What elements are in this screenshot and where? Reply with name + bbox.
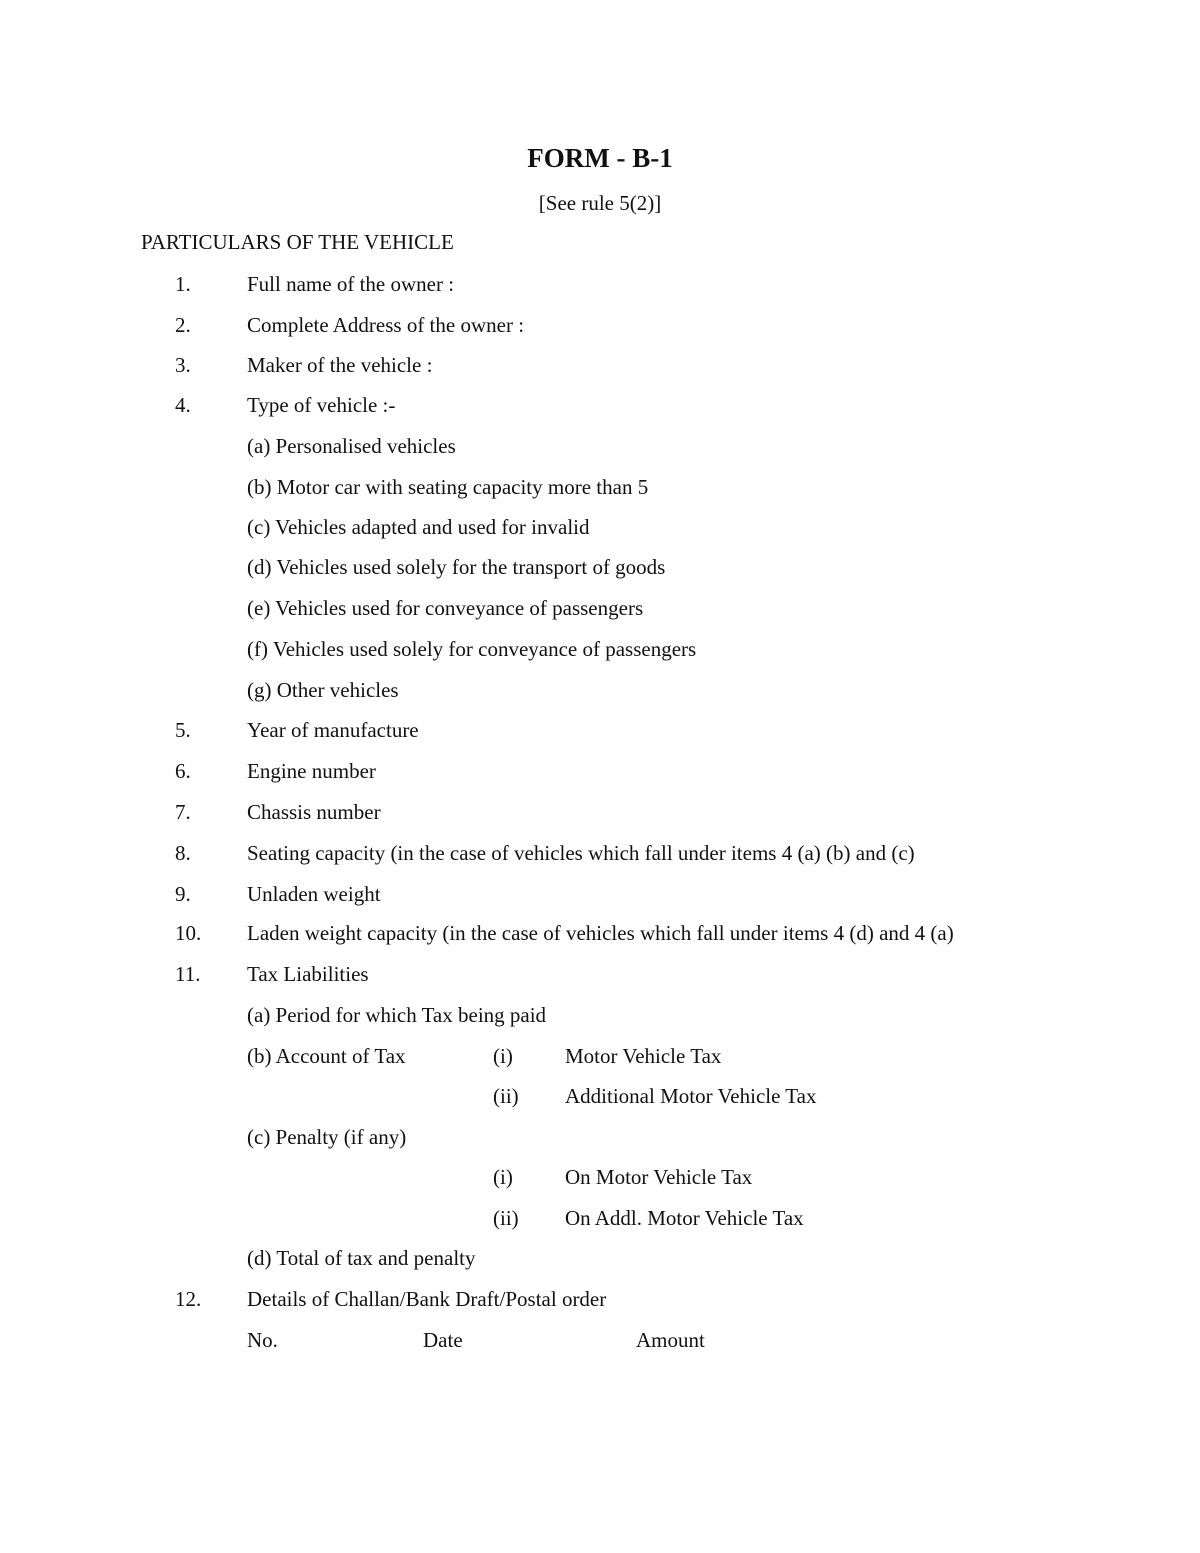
item-10 bbox=[0, 918, 1200, 948]
column-date-label: Date bbox=[423, 1328, 463, 1352]
sub-item-label: (e) Vehicles used for conveyance of passengers bbox=[247, 596, 644, 620]
item-12 bbox=[0, 1284, 1200, 1314]
roman-numeral: (ii) bbox=[493, 1084, 519, 1108]
item-label: Chassis number bbox=[247, 800, 381, 824]
item-11b-ii bbox=[0, 1081, 1200, 1111]
sub-item-label: (d) Total of tax and penalty bbox=[247, 1246, 476, 1270]
section-heading: PARTICULARS OF THE VEHICLE bbox=[141, 230, 454, 254]
form-title: FORM - B-1 bbox=[527, 143, 673, 173]
item-number: 7. bbox=[175, 800, 191, 824]
sub-item-label: (c) Penalty (if any) bbox=[247, 1125, 407, 1149]
item-11c-i bbox=[0, 1162, 1200, 1192]
item-number: 11. bbox=[175, 962, 201, 986]
item-label: Full name of the owner : bbox=[247, 272, 455, 296]
item-number: 10. bbox=[175, 921, 202, 945]
item-11c bbox=[0, 1122, 1200, 1152]
item-number: 5. bbox=[175, 718, 191, 742]
item-number: 2. bbox=[175, 313, 191, 337]
item-label: Type of vehicle :- bbox=[247, 393, 396, 417]
item-11a bbox=[0, 1000, 1200, 1030]
roman-numeral: (ii) bbox=[493, 1206, 519, 1230]
item-2 bbox=[0, 310, 1200, 340]
sub-sub-item-label: Motor Vehicle Tax bbox=[565, 1044, 722, 1068]
item-1 bbox=[0, 269, 1200, 299]
item-11d bbox=[0, 1243, 1200, 1273]
sub-item-label: (a) Personalised vehicles bbox=[247, 434, 456, 458]
roman-numeral: (i) bbox=[493, 1044, 513, 1068]
item-4b bbox=[0, 472, 1200, 502]
item-number: 6. bbox=[175, 759, 191, 783]
column-no-label: No. bbox=[247, 1328, 278, 1352]
sub-item-label: (c) Vehicles adapted and used for invalid bbox=[247, 515, 590, 539]
item-label: Tax Liabilities bbox=[247, 962, 369, 986]
item-7 bbox=[0, 797, 1200, 827]
sub-item-label: (a) Period for which Tax being paid bbox=[247, 1003, 547, 1027]
item-3 bbox=[0, 350, 1200, 380]
item-number: 4. bbox=[175, 393, 191, 417]
item-9 bbox=[0, 879, 1200, 909]
sub-item-label: (f) Vehicles used solely for conveyance of passengers bbox=[247, 637, 697, 661]
item-5 bbox=[0, 715, 1200, 745]
item-label: Year of manufacture bbox=[247, 718, 419, 742]
item-number: 3. bbox=[175, 353, 191, 377]
item-label: Laden weight capacity (in the case of vehicles which fall under items 4 (d) and 4 (a) bbox=[247, 921, 954, 945]
item-label: Complete Address of the owner : bbox=[247, 313, 525, 337]
sub-item-label: (b) Account of Tax bbox=[247, 1044, 406, 1068]
sub-sub-item-label: On Motor Vehicle Tax bbox=[565, 1165, 753, 1189]
item-number: 9. bbox=[175, 882, 191, 906]
item-number: 8. bbox=[175, 841, 191, 865]
item-number: 1. bbox=[175, 272, 191, 296]
item-label: Engine number bbox=[247, 759, 376, 783]
sub-item-label: (b) Motor car with seating capacity more than 5 bbox=[247, 475, 649, 499]
payment-columns bbox=[0, 1325, 1200, 1355]
roman-numeral: (i) bbox=[493, 1165, 513, 1189]
item-label: Details of Challan/Bank Draft/Postal order bbox=[247, 1287, 607, 1311]
item-4a bbox=[0, 431, 1200, 461]
item-4g bbox=[0, 675, 1200, 705]
item-11 bbox=[0, 959, 1200, 989]
item-8 bbox=[0, 838, 1200, 868]
item-11b bbox=[0, 1041, 1200, 1071]
sub-sub-item-label: On Addl. Motor Vehicle Tax bbox=[565, 1206, 804, 1230]
item-number: 12. bbox=[175, 1287, 202, 1311]
item-4c bbox=[0, 512, 1200, 542]
sub-item-label: (g) Other vehicles bbox=[247, 678, 399, 702]
sub-item-label: (d) Vehicles used solely for the transport of goods bbox=[247, 555, 666, 579]
item-4f bbox=[0, 634, 1200, 664]
item-4d bbox=[0, 552, 1200, 582]
item-label: Seating capacity (in the case of vehicles which fall under items 4 (a) (b) and (c) bbox=[247, 841, 915, 865]
item-4 bbox=[0, 390, 1200, 420]
form-rule-reference: [See rule 5(2)] bbox=[538, 191, 662, 215]
column-amount-label: Amount bbox=[636, 1328, 705, 1352]
sub-sub-item-label: Additional Motor Vehicle Tax bbox=[565, 1084, 817, 1108]
item-label: Maker of the vehicle : bbox=[247, 353, 433, 377]
item-4e bbox=[0, 593, 1200, 623]
item-11c-ii bbox=[0, 1203, 1200, 1233]
item-6 bbox=[0, 756, 1200, 786]
item-label: Unladen weight bbox=[247, 882, 381, 906]
